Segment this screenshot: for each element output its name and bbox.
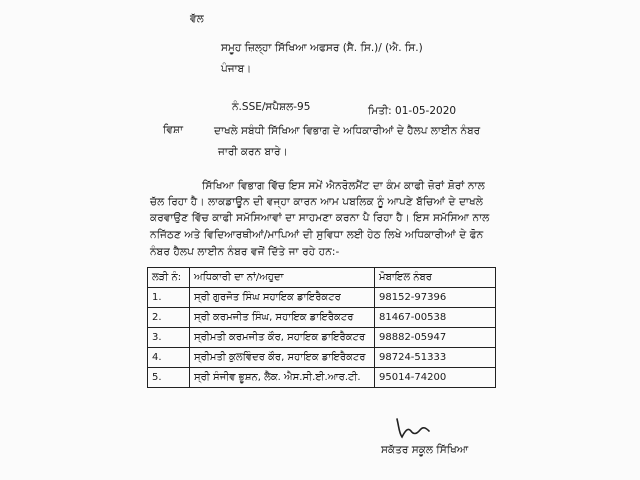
serial-cell: 2. xyxy=(148,308,190,328)
signature-title: ਸਕੱਤਰ ਸਕੂਲ ਸਿੱਖਿਆ xyxy=(381,444,469,456)
table-row xyxy=(148,288,496,308)
signature-mark xyxy=(393,415,433,443)
table-row xyxy=(148,348,496,368)
serial-cell: 5. xyxy=(148,368,190,388)
officer-cell: ਸ੍ਰੀ ਸੰਜੀਵ ਭੂਸ਼ਨ, ਲੈਕ. ਐਸ.ਸੀ.ਈ.ਆਰ.ਟੀ. xyxy=(190,368,375,388)
serial-cell: 3. xyxy=(148,328,190,348)
from-label: ਵੱਲ xyxy=(190,13,204,25)
header-officer: ਅਧਿਕਾਰੀ ਦਾ ਨਾਂ/ਅਹੁਦਾ xyxy=(190,268,375,288)
mobile-cell: 98724-51333 xyxy=(375,348,496,368)
subject-label: ਵਿਸ਼ਾ xyxy=(163,124,183,136)
mobile-cell: 98152-97396 xyxy=(375,288,496,308)
header-mobile: ਮੋਬਾਇਲ ਨੰਬਰ xyxy=(375,268,496,288)
officer-cell: ਸ੍ਰੀਮਤੀ ਕਰਮਜੀਤ ਕੌਰ, ਸਹਾਇਕ ਡਾਇਰੈਕਟਰ xyxy=(190,328,375,348)
header-serial: ਲੜੀ ਨੰ: xyxy=(148,268,190,288)
body-line-2: ਚੱਲ ਰਿਹਾ ਹੈ। ਲਾਕਡਾਊਨ ਦੀ ਵਜ੍ਹਾ ਕਾਰਨ ਆਮ ਪਬਲਿਕ ਨੂੰ ਆਪਣੇ ਬੱਚਿਆਂ ਦੇ ਦਾਖਲੇ xyxy=(150,196,483,208)
table-row xyxy=(148,308,496,328)
table-header-row xyxy=(148,268,496,288)
officer-cell: ਸ੍ਰੀ ਕਰਮਜੀਤ ਸਿੰਘ, ਸਹਾਇਕ ਡਾਇਰੈਕਟਰ xyxy=(190,308,375,328)
body-line-1: ਸਿੱਖਿਆ ਵਿਭਾਗ ਵਿੱਚ ਇਸ ਸਮੇਂ ਐਨਰੋਲਮੈਂਟ ਦਾ ਕੰਮ ਕਾਫੀ ਜ਼ੋਰਾਂ ਸ਼ੋਰਾਂ ਨਾਲ xyxy=(202,180,485,192)
subject-line-1: ਦਾਖਲੇ ਸਬੰਧੀ ਸਿੱਖਿਆ ਵਿਭਾਗ ਦੇ ਅਧਿਕਾਰੀਆਂ ਦੇ ਹੈਲਪ ਲਾਈਨ ਨੰਬਰ xyxy=(214,125,481,137)
recipient-line-1: ਸਮੂਹ ਜ਼ਿਲ੍ਹਾ ਸਿੱਖਿਆ ਅਫਸਰ (ਸੈ. ਸਿ.)/ (ਐ. ਸਿ.) xyxy=(221,42,423,54)
recipient-line-2: ਪੰਜਾਬ। xyxy=(221,63,252,75)
serial-cell: 1. xyxy=(148,288,190,308)
body-line-3: ਕਰਵਾਉਣ ਵਿੱਚ ਕਾਫੀ ਸਮੱਸਿਆਵਾਂ ਦਾ ਸਾਹਮਣਾ ਕਰਨਾ ਪੈ ਰਿਹਾ ਹੈ। ਇਸ ਸਮੱਸਿਆ ਨਾਲ xyxy=(150,212,490,224)
mobile-cell: 98882-05947 xyxy=(375,328,496,348)
helpline-table xyxy=(147,267,496,388)
letter-date: ਮਿਤੀ: 01-05-2020 xyxy=(368,105,457,117)
body-line-4: ਨਜਿੱਠਣ ਅਤੇ ਵਿਦਿਆਰਥੀਆਂ/ਮਾਪਿਆਂ ਦੀ ਸੁਵਿਧਾ ਲਈ ਹੇਠ ਲਿਖੇ ਅਧਿਕਾਰੀਆਂ ਦੇ ਫੋਨ xyxy=(150,229,484,241)
officer-cell: ਸ੍ਰੀਮਤੀ ਕੁਲਵਿੰਦਰ ਕੌਰ, ਸਹਾਇਕ ਡਾਇਰੈਕਟਰ xyxy=(190,348,375,368)
table-row xyxy=(148,328,496,348)
subject-line-2: ਜਾਰੀ ਕਰਨ ਬਾਰੇ। xyxy=(218,146,288,158)
body-line-5: ਨੰਬਰ ਹੈਲਪ ਲਾਈਨ ਨੰਬਰ ਵਜੋਂ ਦਿੱਤੇ ਜਾ ਰਹੇ ਹਨ:- xyxy=(150,246,340,258)
mobile-cell: 81467-00538 xyxy=(375,308,496,328)
officer-cell: ਸ੍ਰੀ ਗੁਰਜੋਤ ਸਿੰਘ ਸਹਾਇਕ ਡਾਇਰੈਕਟਰ xyxy=(190,288,375,308)
mobile-cell: 95014-74200 xyxy=(375,368,496,388)
table-row xyxy=(148,368,496,388)
serial-cell: 4. xyxy=(148,348,190,368)
reference-number: ਨੰ.SSE/ਸਪੈਸ਼ਲ-95 xyxy=(232,101,311,113)
